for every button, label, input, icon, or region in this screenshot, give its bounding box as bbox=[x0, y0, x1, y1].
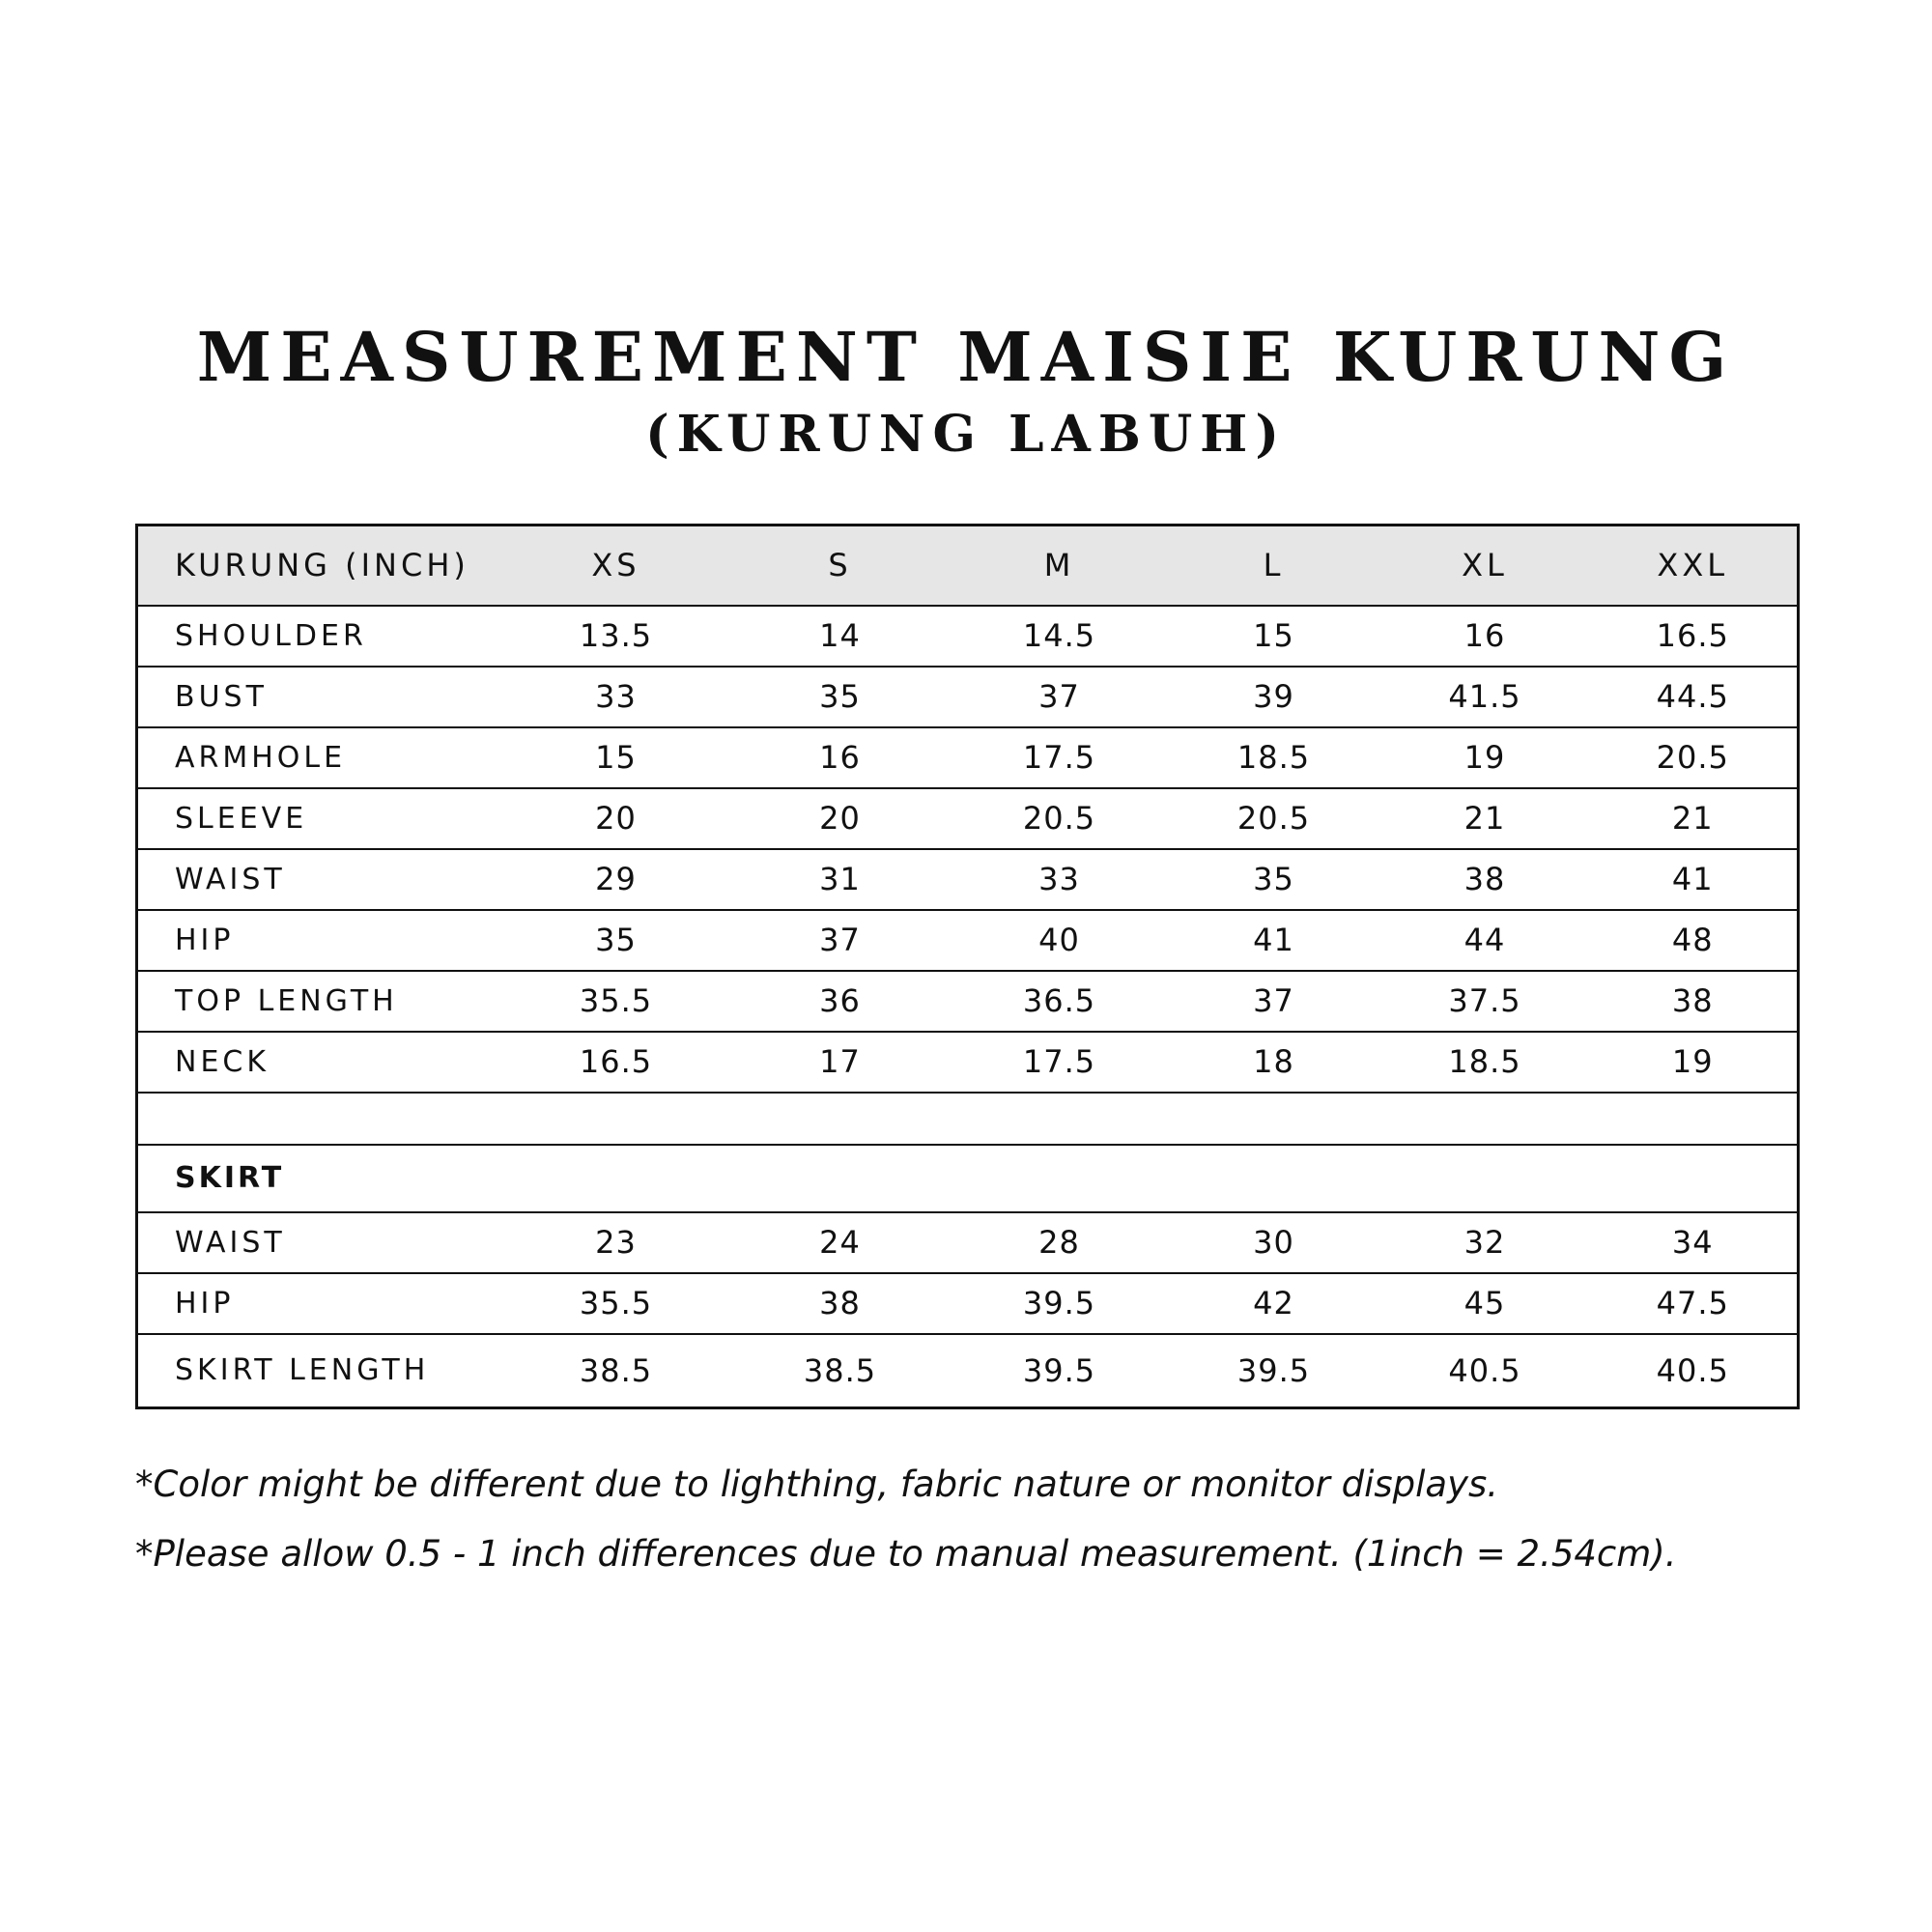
table-cell: 40 bbox=[952, 910, 1167, 971]
page-subtitle: (KURUNG LABUH) bbox=[645, 405, 1287, 464]
table-cell: 39.5 bbox=[1022, 1351, 1096, 1389]
empty-cell bbox=[504, 1145, 1799, 1212]
table-cell: 33 bbox=[952, 849, 1167, 910]
row-label: ARMHOLE bbox=[137, 727, 504, 788]
table-cell: 21 bbox=[1589, 788, 1799, 849]
table-row bbox=[137, 971, 1799, 1032]
table-cell: 37.5 bbox=[1381, 971, 1589, 1032]
table-row bbox=[137, 788, 1799, 849]
table-row bbox=[137, 667, 1799, 727]
size-header-xxl: XXL bbox=[1589, 526, 1799, 606]
table-cell: 33 bbox=[504, 667, 728, 727]
table-cell: 45 bbox=[1381, 1273, 1589, 1334]
table-row bbox=[137, 1273, 1799, 1334]
table-cell: 16.5 bbox=[1589, 606, 1799, 667]
table-cell: 13.5 bbox=[504, 606, 728, 667]
table-cell: 17.5 bbox=[952, 1032, 1167, 1093]
table-cell: 39 bbox=[1167, 667, 1381, 727]
color-disclaimer-note: *Color might be different due to lighthing, fabric nature or monitor displays. bbox=[135, 1463, 1499, 1505]
table-cell: 15 bbox=[1167, 606, 1381, 667]
table-cell: 35 bbox=[504, 910, 728, 971]
table-cell: 20 bbox=[504, 788, 728, 849]
row-label: WAIST bbox=[137, 849, 504, 910]
table-row bbox=[137, 1334, 1799, 1408]
size-header-m: M bbox=[952, 526, 1167, 606]
table-cell: 35 bbox=[1167, 849, 1381, 910]
table-cell: 20.5 bbox=[1167, 788, 1381, 849]
table-cell: 38 bbox=[1381, 849, 1589, 910]
table-cell: 48 bbox=[1589, 910, 1799, 971]
table-cell: 21 bbox=[1381, 788, 1589, 849]
row-label: SHOULDER bbox=[137, 606, 504, 667]
table-cell: 38 bbox=[728, 1273, 952, 1334]
table-cell: 18.5 bbox=[1167, 727, 1381, 788]
row-label: SKIRT LENGTH bbox=[175, 1353, 430, 1388]
table-cell: 36 bbox=[728, 971, 952, 1032]
size-chart-table bbox=[135, 524, 1800, 1409]
size-header-xs: XS bbox=[504, 526, 728, 606]
table-header-row bbox=[137, 526, 1799, 606]
empty-cell bbox=[137, 1093, 1799, 1145]
table-cell: 32 bbox=[1381, 1212, 1589, 1273]
section-row bbox=[137, 1145, 1799, 1212]
table-cell: 18.5 bbox=[1381, 1032, 1589, 1093]
table-cell: 20.5 bbox=[1589, 727, 1799, 788]
header-label: KURUNG (INCH) bbox=[137, 526, 504, 606]
table-cell: 29 bbox=[504, 849, 728, 910]
table-cell: 40.5 bbox=[1448, 1351, 1521, 1389]
table-cell: 38.5 bbox=[803, 1351, 877, 1389]
table-cell: 34 bbox=[1589, 1212, 1799, 1273]
table-cell: 15 bbox=[504, 727, 728, 788]
table-cell: 41 bbox=[1167, 910, 1381, 971]
row-label: HIP bbox=[137, 910, 504, 971]
size-header-s: S bbox=[728, 526, 952, 606]
table-row bbox=[137, 910, 1799, 971]
table-cell: 16.5 bbox=[504, 1032, 728, 1093]
page-title: MEASUREMENT MAISIE KURUNG bbox=[196, 317, 1736, 397]
table-cell: 39.5 bbox=[1236, 1351, 1311, 1389]
table-cell: 38 bbox=[1589, 971, 1799, 1032]
table-cell: 38.5 bbox=[579, 1351, 653, 1389]
table-cell: 42 bbox=[1167, 1273, 1381, 1334]
table-row bbox=[137, 1212, 1799, 1273]
table-cell: 19 bbox=[1589, 1032, 1799, 1093]
row-label: NECK bbox=[137, 1032, 504, 1093]
table-cell: 24 bbox=[728, 1212, 952, 1273]
size-header-xl: XL bbox=[1381, 526, 1589, 606]
table-cell: 44 bbox=[1381, 910, 1589, 971]
table-row bbox=[137, 1032, 1799, 1093]
table-cell: 19 bbox=[1381, 727, 1589, 788]
table-cell: 37 bbox=[1167, 971, 1381, 1032]
table-cell: 31 bbox=[728, 849, 952, 910]
table-cell: 17 bbox=[728, 1032, 952, 1093]
table-cell: 16 bbox=[1381, 606, 1589, 667]
row-label: TOP LENGTH bbox=[137, 971, 504, 1032]
spacer-row bbox=[137, 1093, 1799, 1145]
table-cell: 20 bbox=[728, 788, 952, 849]
table-cell: 18 bbox=[1167, 1032, 1381, 1093]
table-cell: 28 bbox=[952, 1212, 1167, 1273]
table-cell: 35.5 bbox=[504, 1273, 728, 1334]
table-cell: 35.5 bbox=[504, 971, 728, 1032]
table-row bbox=[137, 849, 1799, 910]
table-cell: 30 bbox=[1167, 1212, 1381, 1273]
table-cell: 41.5 bbox=[1381, 667, 1589, 727]
table-cell: 37 bbox=[952, 667, 1167, 727]
table-cell: 37 bbox=[728, 910, 952, 971]
table-cell: 39.5 bbox=[952, 1273, 1167, 1334]
table-cell: 23 bbox=[504, 1212, 728, 1273]
row-label: SLEEVE bbox=[137, 788, 504, 849]
table-cell: 47.5 bbox=[1589, 1273, 1799, 1334]
section-label-skirt: SKIRT bbox=[137, 1145, 504, 1212]
measurement-disclaimer-note: *Please allow 0.5 - 1 inch differences due to manual measurement. (1inch = 2.54cm). bbox=[135, 1533, 1677, 1575]
size-header-l: L bbox=[1167, 526, 1381, 606]
table-cell: 40.5 bbox=[1656, 1351, 1729, 1389]
table-row bbox=[137, 727, 1799, 788]
table-cell: 35 bbox=[728, 667, 952, 727]
table-cell: 20.5 bbox=[952, 788, 1167, 849]
row-label: WAIST bbox=[137, 1212, 504, 1273]
table-cell: 16 bbox=[728, 727, 952, 788]
row-label: HIP bbox=[137, 1273, 504, 1334]
table-cell: 41 bbox=[1589, 849, 1799, 910]
table-cell: 17.5 bbox=[952, 727, 1167, 788]
table-row bbox=[137, 606, 1799, 667]
table-cell: 36.5 bbox=[952, 971, 1167, 1032]
table-cell: 14 bbox=[728, 606, 952, 667]
table-cell: 44.5 bbox=[1589, 667, 1799, 727]
row-label: BUST bbox=[137, 667, 504, 727]
table-cell: 14.5 bbox=[952, 606, 1167, 667]
